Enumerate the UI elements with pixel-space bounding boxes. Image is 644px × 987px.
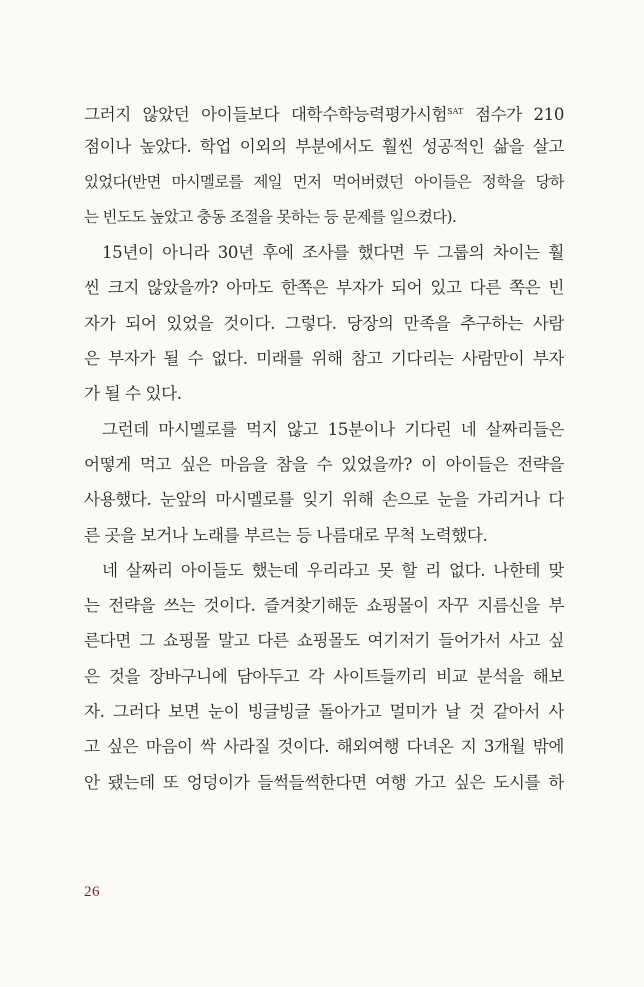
text-line: 른다면 그 쇼핑몰 말고 다른 쇼핑몰도 여기저기 들어가서 사고 싶 [84, 631, 564, 651]
text-line: 점이나 높았다. 학업 이외의 부분에서도 훨씬 성공적인 삶을 살고 [84, 137, 564, 157]
text-line: 가 될 수 있다. [84, 384, 182, 404]
text-line: 15년이 아니라 30년 후에 조사를 했다면 두 그룹의 차이는 훨 [102, 243, 564, 263]
text-line: 고 싶은 마음이 싹 사라질 것이다. 해외여행 다녀온 지 3개월 밖에 [84, 737, 564, 757]
text-line: 있었다(반면 마시멜로를 제일 먼저 먹어버렸던 아이들은 정학을 당하 [84, 172, 564, 191]
text-line: 그런데 마시멜로를 먹지 않고 15분이나 기다린 네 살짜리들은 [102, 419, 564, 439]
text-line: 른 곳을 보거나 노래를 부르는 등 나름대로 무척 노력했다. [84, 525, 488, 545]
text-line: 는 빈도도 높았고 충동 조절을 못하는 등 문제를 일으켰다). [84, 207, 457, 226]
text-line: 자. 그러다 보면 눈이 빙글빙글 돌아가고 멀미가 날 것 같아서 사 [84, 702, 564, 722]
text-line: 어떻게 먹고 싶은 마음을 참을 수 있었을까? 이 아이들은 전략을 [84, 454, 564, 474]
text-line: 네 살짜리 아이들도 했는데 우리라고 못 할 리 없다. 나한테 맞 [102, 560, 564, 580]
sat-superscript: SAT [447, 107, 464, 116]
text-line: 는 전략을 쓰는 것이다. 즐겨찾기해둔 쇼핑몰이 자꾸 지름신을 부 [84, 596, 564, 616]
text-line: 은 것을 장바구니에 담아두고 각 사이트들끼리 비교 분석을 해보 [84, 666, 564, 686]
text-line: 사용했다. 눈앞의 마시멜로를 잊기 위해 손으로 눈을 가리거나 다 [84, 490, 564, 510]
page-number: 26 [84, 884, 100, 900]
text-line: 은 부자가 될 수 없다. 미래를 위해 참고 기다리는 사람만이 부자 [84, 349, 564, 369]
body-text [84, 94, 564, 800]
text-line: 그러지 않았던 아이들보다 대학수학능력평가시험$^{SAT}$ 점수가 210 [84, 105, 564, 124]
text-line: 씬 크지 않았을까? 아마도 한쪽은 부자가 되어 있고 다른 쪽은 빈 [84, 278, 564, 298]
text-line: 자가 되어 있었을 것이다. 그렇다. 당장의 만족을 추구하는 사람 [84, 313, 564, 333]
text-line: 안 됐는데 또 엉덩이가 들썩들썩한다면 여행 가고 싶은 도시를 하 [84, 772, 564, 792]
